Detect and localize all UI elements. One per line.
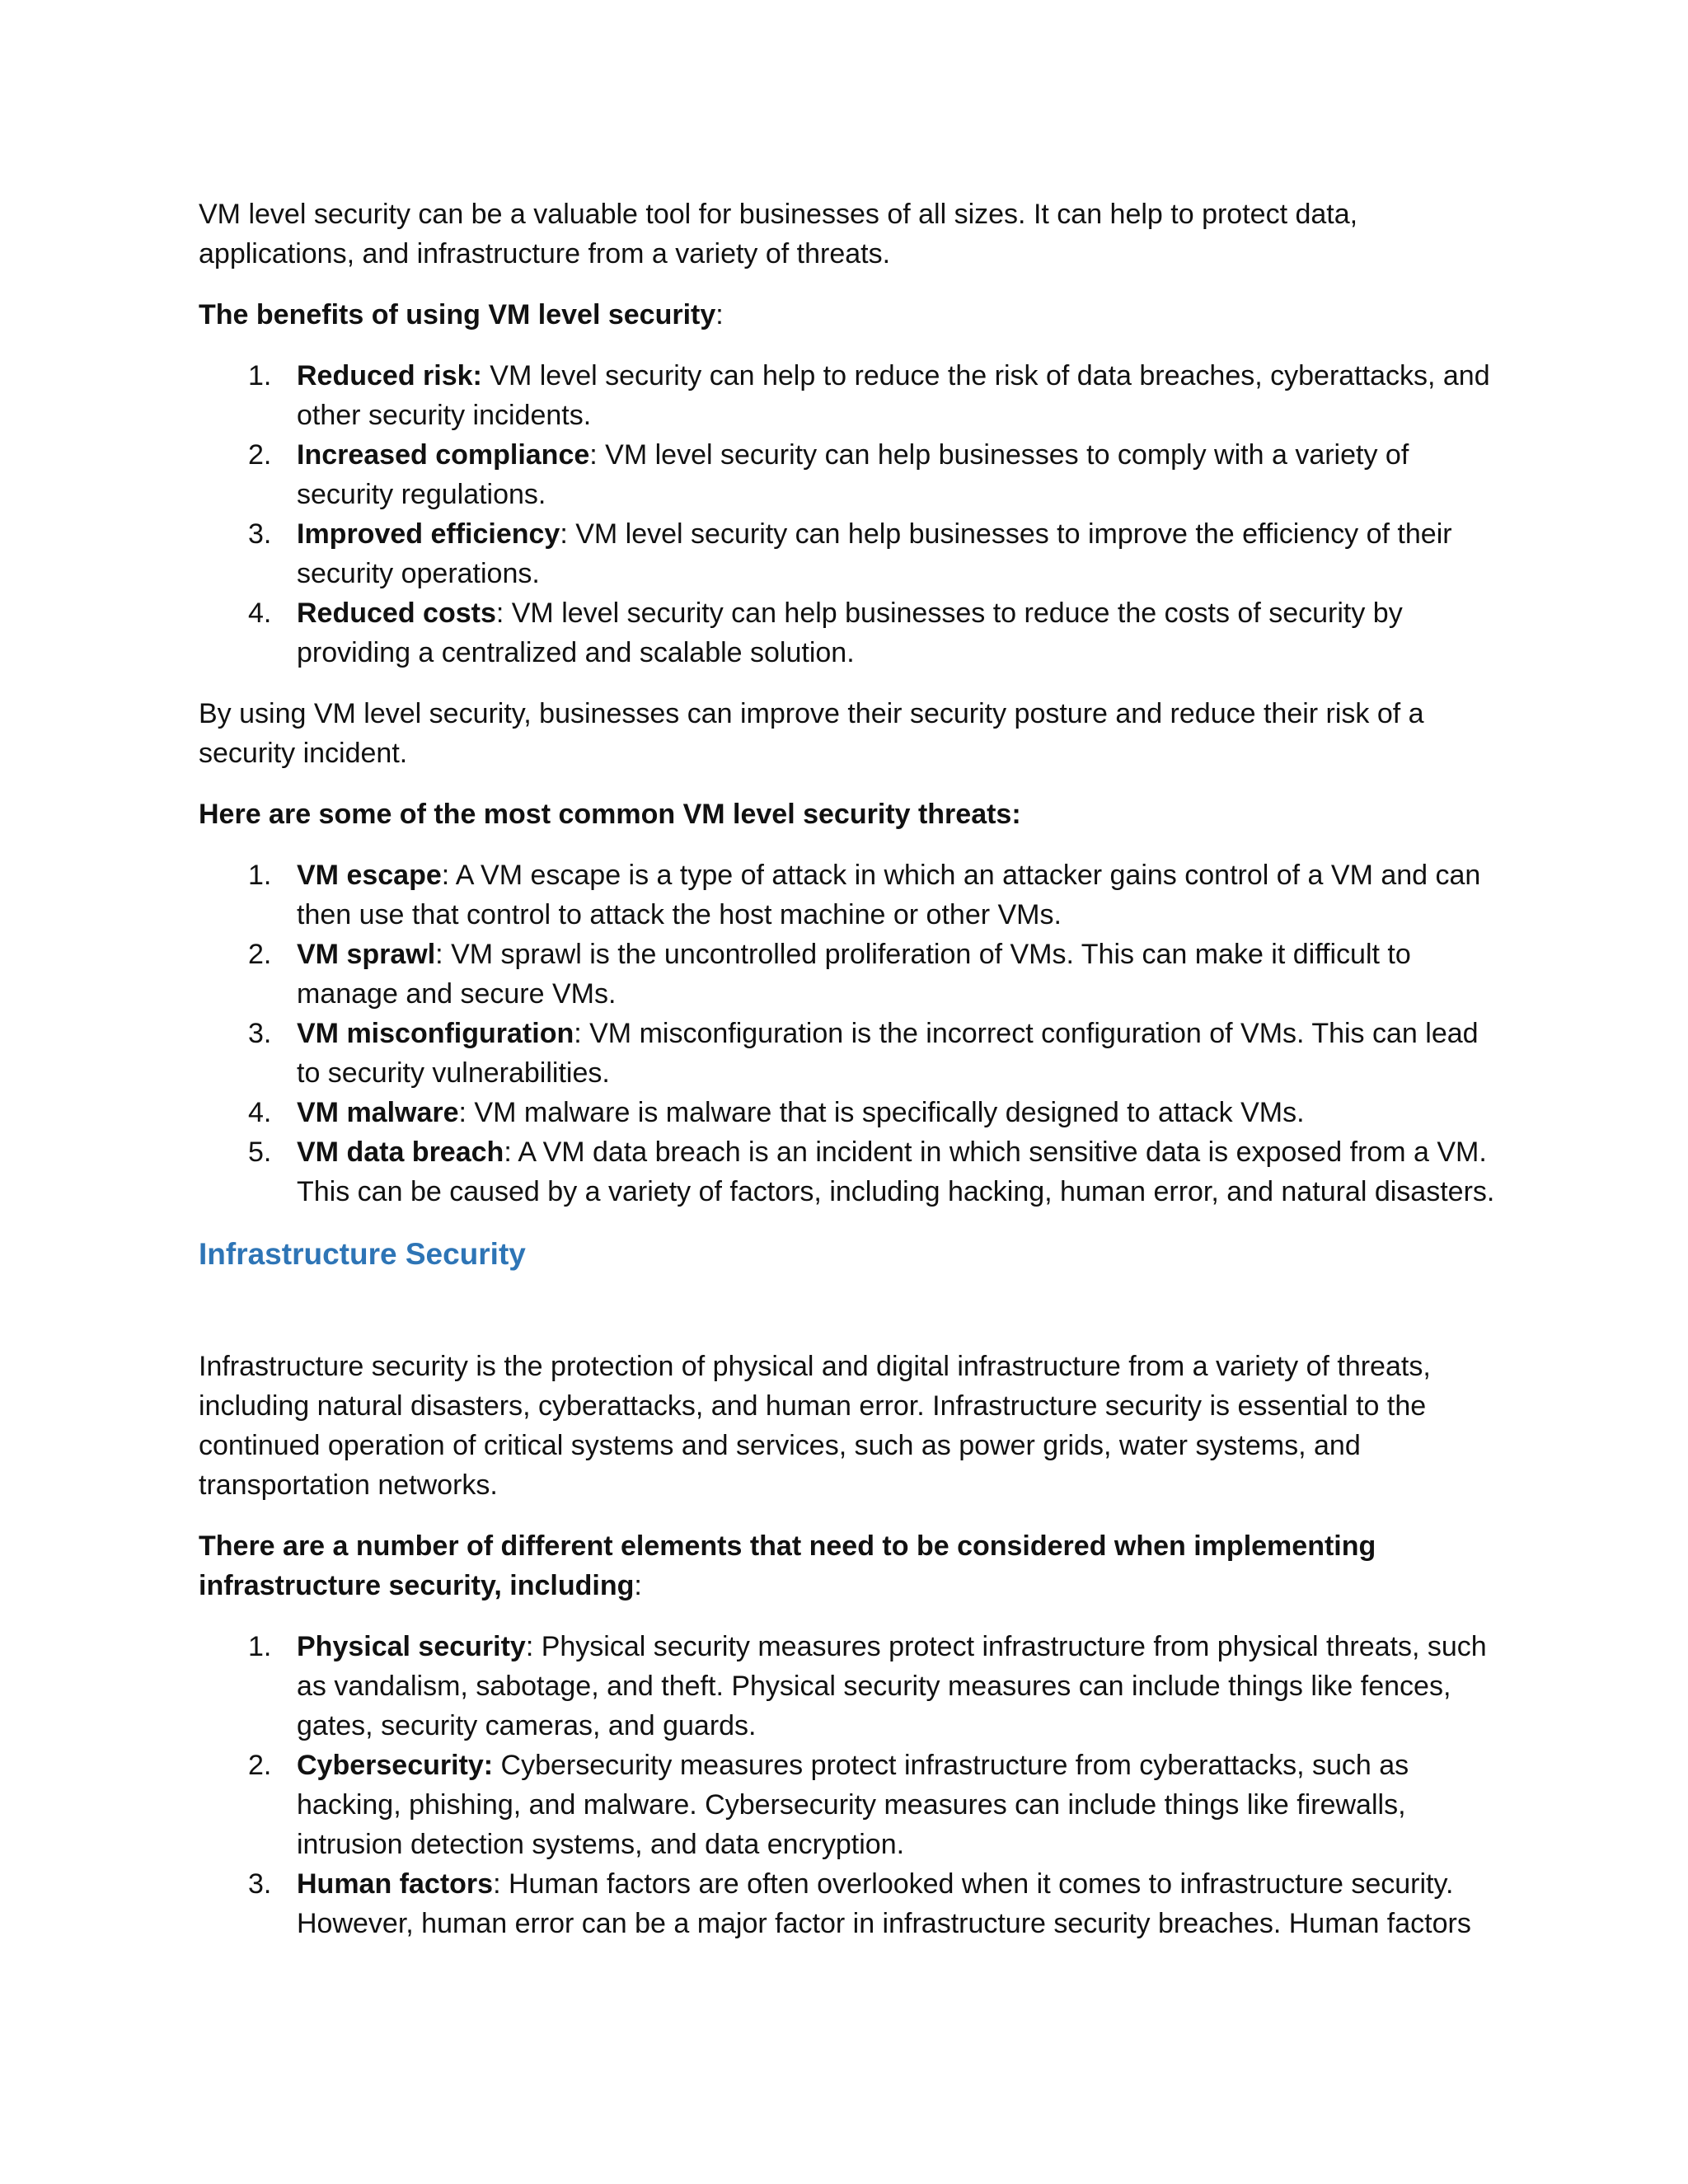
list-item <box>199 593 1509 673</box>
list-item <box>199 1627 1509 1746</box>
intro-paragraph: VM level security can be a valuable tool for businesses of all sizes. It can help to protect data, applications, and infrastructure from a variety of threats. <box>199 199 1358 269</box>
list-term: VM sprawl <box>297 939 436 970</box>
list-term: Increased compliance <box>297 439 590 471</box>
list-text: : Physical security measures protect infrastructure from physical threats, such as vandalism, sabotage, and theft. Physical security measures can include things like fences, gates, security cameras, and guards. <box>297 1631 1487 1741</box>
elements-heading-colon: : <box>634 1570 642 1601</box>
list-number: 3. <box>248 518 272 550</box>
list-text: : VM level security can help businesses to reduce the costs of security by providing a centralized and scalable solution. <box>297 598 1403 668</box>
list-text: : VM sprawl is the uncontrolled proliferation of VMs. This can make it difficult to manage and secure VMs. <box>297 939 1411 1010</box>
list-term: Reduced risk: <box>297 360 482 391</box>
list-term: VM data breach <box>297 1137 504 1168</box>
list-number: 3. <box>248 1018 272 1049</box>
list-term: Human factors <box>297 1868 494 1900</box>
list-text: : Human factors are often overlooked when it comes to infrastructure security. However, human error can be a major factor in infrastructure security breaches. Human factors <box>297 1868 1471 1939</box>
list-text: Cybersecurity measures protect infrastructure from cyberattacks, such as hacking, phishing, and malware. Cybersecurity measures can include things like firewalls, intrusion detection systems, and data encryption. <box>297 1750 1409 1860</box>
elements-list <box>199 1627 1509 1943</box>
list-item <box>199 514 1509 593</box>
list-term: Physical security <box>297 1631 526 1662</box>
list-item <box>199 1093 1509 1132</box>
list-number: 1. <box>248 1631 272 1662</box>
document-body <box>199 194 1509 1965</box>
list-number: 2. <box>248 939 272 970</box>
list-term: VM escape <box>297 860 442 891</box>
benefits-heading-text: The benefits of using VM level security <box>199 299 716 330</box>
list-term: Cybersecurity: <box>297 1750 494 1781</box>
benefits-heading-colon: : <box>715 299 724 330</box>
infrastructure-intro-paragraph: Infrastructure security is the protection of physical and digital infrastructure from a variety of threats, including natural disasters, cyberattacks, and human error. Infrastructure security is essential to the continued operation of critical systems and services, such as power grids, water systems, and transportation networks. <box>199 1351 1431 1501</box>
posture-paragraph: By using VM level security, businesses can improve their security posture and reduce their risk of a security incident. <box>199 698 1424 769</box>
elements-heading <box>199 1526 1509 1605</box>
list-term: Improved efficiency <box>297 518 560 550</box>
list-term: VM malware <box>297 1097 459 1128</box>
threats-list <box>199 855 1509 1212</box>
list-text: : VM level security can help businesses to improve the efficiency of their security operations. <box>297 518 1452 589</box>
list-text: : VM malware is malware that is specifically designed to attack VMs. <box>458 1097 1305 1128</box>
list-text: : VM level security can help businesses to comply with a variety of security regulations. <box>297 439 1409 510</box>
benefits-heading <box>199 295 1509 335</box>
list-number: 4. <box>248 598 272 629</box>
list-number: 1. <box>248 860 272 891</box>
list-item <box>199 1864 1509 1943</box>
list-item <box>199 935 1509 1014</box>
section-heading-infrastructure-security: Infrastructure Security <box>199 1237 526 1271</box>
benefits-list <box>199 356 1509 673</box>
list-number: 2. <box>248 439 272 471</box>
list-text: : VM misconfiguration is the incorrect configuration of VMs. This can lead to security vulnerabilities. <box>297 1018 1479 1089</box>
elements-heading-text: There are a number of different elements that need to be considered when implementing infrastructure security, including <box>199 1530 1376 1601</box>
list-item <box>199 356 1509 435</box>
list-number: 4. <box>248 1097 272 1128</box>
list-item <box>199 1132 1509 1212</box>
list-number: 3. <box>248 1868 272 1900</box>
list-item <box>199 855 1509 935</box>
list-term: VM misconfiguration <box>297 1018 574 1049</box>
list-number: 1. <box>248 360 272 391</box>
list-number: 5. <box>248 1137 272 1168</box>
list-text: VM level security can help to reduce the risk of data breaches, cyberattacks, and other security incidents. <box>297 360 1490 431</box>
list-item <box>199 1746 1509 1864</box>
list-item <box>199 435 1509 514</box>
list-term: Reduced costs <box>297 598 496 629</box>
list-text: : A VM escape is a type of attack in which an attacker gains control of a VM and can then use that control to attack the host machine or other VMs. <box>297 860 1481 930</box>
threats-heading: Here are some of the most common VM level security threats: <box>199 799 1021 830</box>
list-text: : A VM data breach is an incident in which sensitive data is exposed from a VM. This can be caused by a variety of factors, including hacking, human error, and natural disasters. <box>297 1137 1495 1207</box>
list-number: 2. <box>248 1750 272 1781</box>
list-item <box>199 1014 1509 1093</box>
